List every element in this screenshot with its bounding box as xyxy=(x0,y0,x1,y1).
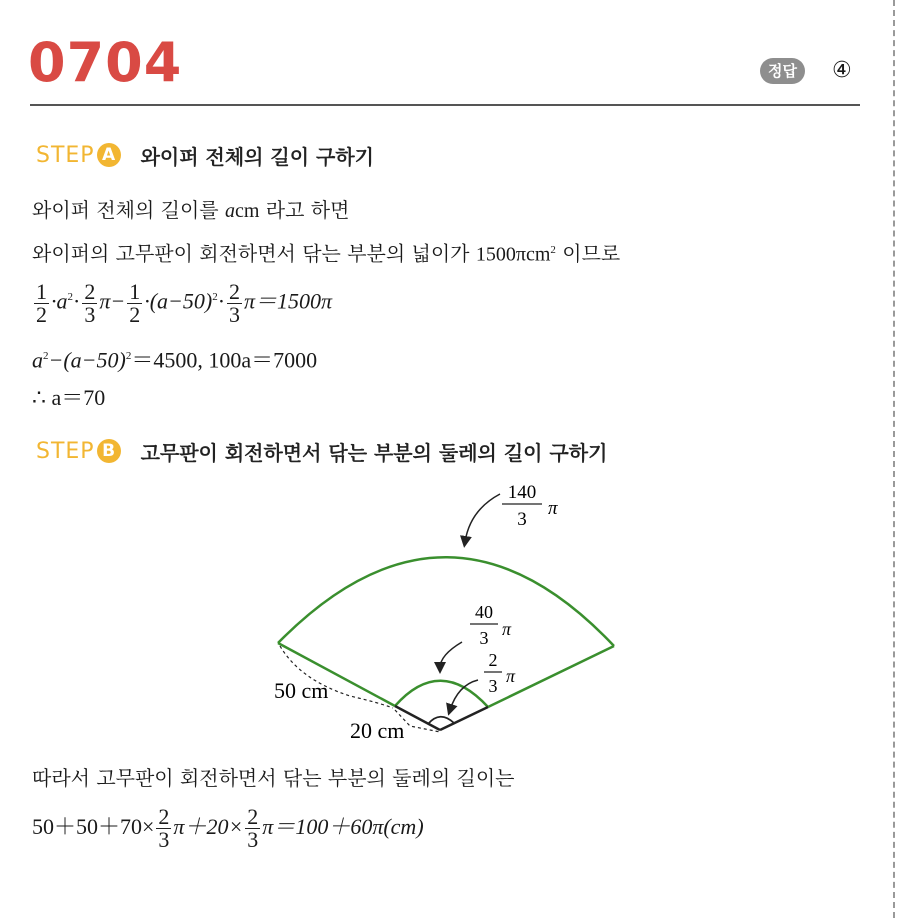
term: π− xyxy=(99,288,126,314)
term: ·(a−50) xyxy=(144,288,213,314)
fraction xyxy=(245,806,260,851)
inner-arc xyxy=(395,681,488,707)
numerator: 1 xyxy=(36,278,47,304)
denominator: 2 xyxy=(36,301,47,327)
inner-arc-pi: π xyxy=(502,619,512,639)
numerator: 1 xyxy=(129,278,141,304)
denominator: 3 xyxy=(84,301,96,327)
exponent: 2 xyxy=(212,291,218,303)
var-a: a xyxy=(224,200,235,222)
text: 이므로 xyxy=(555,241,621,266)
equation-line-3: $\frac{1}{2}$ $\cdot a^2\cdot$ $\frac{2}{3}$ π− $\frac{1}{2}$ $\cdot(a-50)^2\cdot$ $\frac{2}{3}$ π＝1500π xyxy=(36,278,333,327)
angle-den: 3 xyxy=(488,676,498,696)
numerator: 2 xyxy=(158,804,170,830)
step-b-badge: B xyxy=(97,439,121,463)
fraction xyxy=(34,278,49,327)
outer-arc-pi: π xyxy=(548,498,558,519)
numerator: 2 xyxy=(247,804,259,830)
denominator: 3 xyxy=(229,301,241,327)
conclusion-line: 따라서 고무판이 회전하면서 닦는 부분의 둘레의 길이는 xyxy=(32,766,515,790)
angle-mark xyxy=(428,717,454,724)
label-50cm: 50 cm xyxy=(274,678,329,703)
outer-arc xyxy=(278,557,614,646)
angle-num: 2 xyxy=(488,650,498,670)
exponent: 2 xyxy=(67,291,73,303)
solution-line-2 xyxy=(32,236,620,269)
answer-value: ④ xyxy=(832,58,852,83)
term: π＋20× xyxy=(173,814,244,839)
text: 와이퍼 전체의 길이를 xyxy=(32,198,225,222)
page-edge-line xyxy=(893,0,895,918)
step-word: STEP xyxy=(36,438,95,464)
exponent: 2 xyxy=(125,350,132,362)
equation-line-4 xyxy=(32,342,317,374)
numerator: 2 xyxy=(84,278,96,304)
inner-arc-arrow xyxy=(440,642,462,668)
term: −(a−50) xyxy=(48,347,126,373)
equation-line-5: ∴ a＝70 xyxy=(32,385,106,410)
header-rule xyxy=(30,104,860,106)
inner-arc-den: 3 xyxy=(479,628,489,648)
unit-cm: cm xyxy=(234,200,260,222)
fraction xyxy=(156,806,171,851)
label-20cm: 20 cm xyxy=(350,718,405,743)
area-value: 1500πcm xyxy=(475,243,551,266)
final-equation xyxy=(32,802,424,852)
denominator: 2 xyxy=(129,301,141,327)
numerator: 2 xyxy=(229,278,241,304)
text: 와이퍼의 고무판이 회전하면서 닦는 부분의 넓이가 xyxy=(32,241,476,266)
term: 50＋50＋70× xyxy=(32,814,155,839)
term: ·a xyxy=(51,288,68,314)
step-b-title: 고무판이 회전하면서 닦는 부분의 둘레의 길이 구하기 xyxy=(140,440,608,465)
fraction xyxy=(82,278,97,327)
exponent: 2 xyxy=(43,350,49,362)
text: 라고 하면 xyxy=(259,198,350,222)
exponent: 2 xyxy=(550,244,556,256)
angle-pi: π xyxy=(506,666,516,686)
step-word: STEP xyxy=(36,142,95,168)
fraction xyxy=(227,278,242,327)
outer-arc-num: 140 xyxy=(507,482,537,503)
term: ＝4500, 100a＝7000 xyxy=(131,347,318,373)
step-b-header xyxy=(36,434,607,468)
fraction xyxy=(127,278,142,327)
term: π＝100＋60π(cm) xyxy=(262,814,424,839)
inner-arc-num: 40 xyxy=(475,602,493,622)
sector-figure xyxy=(0,470,898,760)
solution-line-1 xyxy=(32,196,349,225)
step-a-header xyxy=(36,138,374,172)
step-a-title: 와이퍼 전체의 길이 구하기 xyxy=(140,144,374,169)
answer-badge: 정답 xyxy=(760,58,805,84)
term: a xyxy=(32,347,43,373)
denominator: 3 xyxy=(158,827,170,853)
step-a-badge: A xyxy=(97,143,121,167)
term: π＝1500π xyxy=(244,288,333,314)
denominator: 3 xyxy=(247,827,259,853)
outer-arc-den: 3 xyxy=(517,509,527,530)
problem-number: 0704 xyxy=(28,31,183,94)
outer-arc-arrow xyxy=(465,494,500,542)
